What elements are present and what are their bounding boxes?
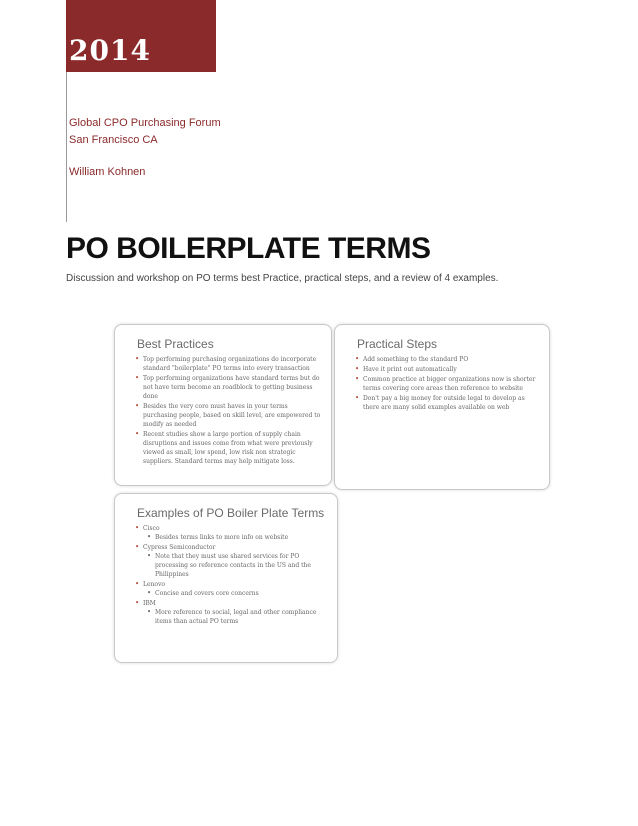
list-item xyxy=(143,543,327,579)
example-name: Cisco xyxy=(143,525,160,532)
list-item xyxy=(143,599,327,626)
practical-steps-card xyxy=(334,324,550,490)
banner-divider xyxy=(216,0,218,72)
document-title: PO BOILERPLATE TERMS xyxy=(66,232,431,265)
list-item: • Top performing purchasing organizations do incorporate standard "boilerplate" PO terms into every transaction xyxy=(143,355,321,373)
best-practices-card xyxy=(114,324,332,486)
location: San Francisco CA xyxy=(69,134,158,146)
best-practices-title: Best Practices xyxy=(137,337,214,351)
list-item xyxy=(143,580,327,598)
cover-meta xyxy=(69,115,221,181)
list-item: • More reference to social, legal and other compliance items than actual PO terms xyxy=(155,608,317,626)
author-name: William Kohnen xyxy=(69,166,146,178)
list-item: • Besides terms links to more info on website xyxy=(155,533,317,542)
example-name: Lenovo xyxy=(143,581,166,588)
list-item: • Don't pay a big money for outside legal to develop as there are many solid examples available on web xyxy=(363,394,539,412)
practical-steps-title: Practical Steps xyxy=(357,337,438,351)
practical-steps-list xyxy=(335,355,549,412)
list-item: • Top performing organizations have standard terms but do not have term become an roadblock to getting business done xyxy=(143,374,321,401)
list-item: • Common practice at bigger organizations now is shorter terms covering core areas then reference to website xyxy=(363,375,539,393)
examples-title: Examples of PO Boiler Plate Terms xyxy=(137,506,325,520)
list-item xyxy=(143,524,327,542)
year-label: 2014 xyxy=(69,34,151,67)
list-item: • Have it print out automatically xyxy=(363,365,539,374)
document-subtitle: Discussion and workshop on PO terms best Practice, practical steps, and a review of 4 examples. xyxy=(66,273,499,284)
list-item: • Note that they must use shared services for PO processing so reference contacts in the US and the Philippines xyxy=(155,552,317,579)
list-item: • Besides the very core must haves in your terms purchasing people, based on skill level, are empowered to modify as needed xyxy=(143,402,321,429)
forum-name: Global CPO Purchasing Forum xyxy=(69,117,221,129)
examples-list xyxy=(115,524,337,626)
list-item: • Recent studies show a large portion of supply chain disruptions and issues come from what were previously viewed as small, low spend, low risk non strategic suppliers. Standard terms may help mitigate loss. xyxy=(143,430,321,466)
example-name: IBM xyxy=(143,600,156,607)
list-item: • Concise and covers core concerns xyxy=(155,589,317,598)
best-practices-list xyxy=(115,355,331,466)
example-name: Cypress Semiconductor xyxy=(143,544,216,551)
list-item: • Add something to the standard PO xyxy=(363,355,539,364)
examples-card xyxy=(114,493,338,663)
